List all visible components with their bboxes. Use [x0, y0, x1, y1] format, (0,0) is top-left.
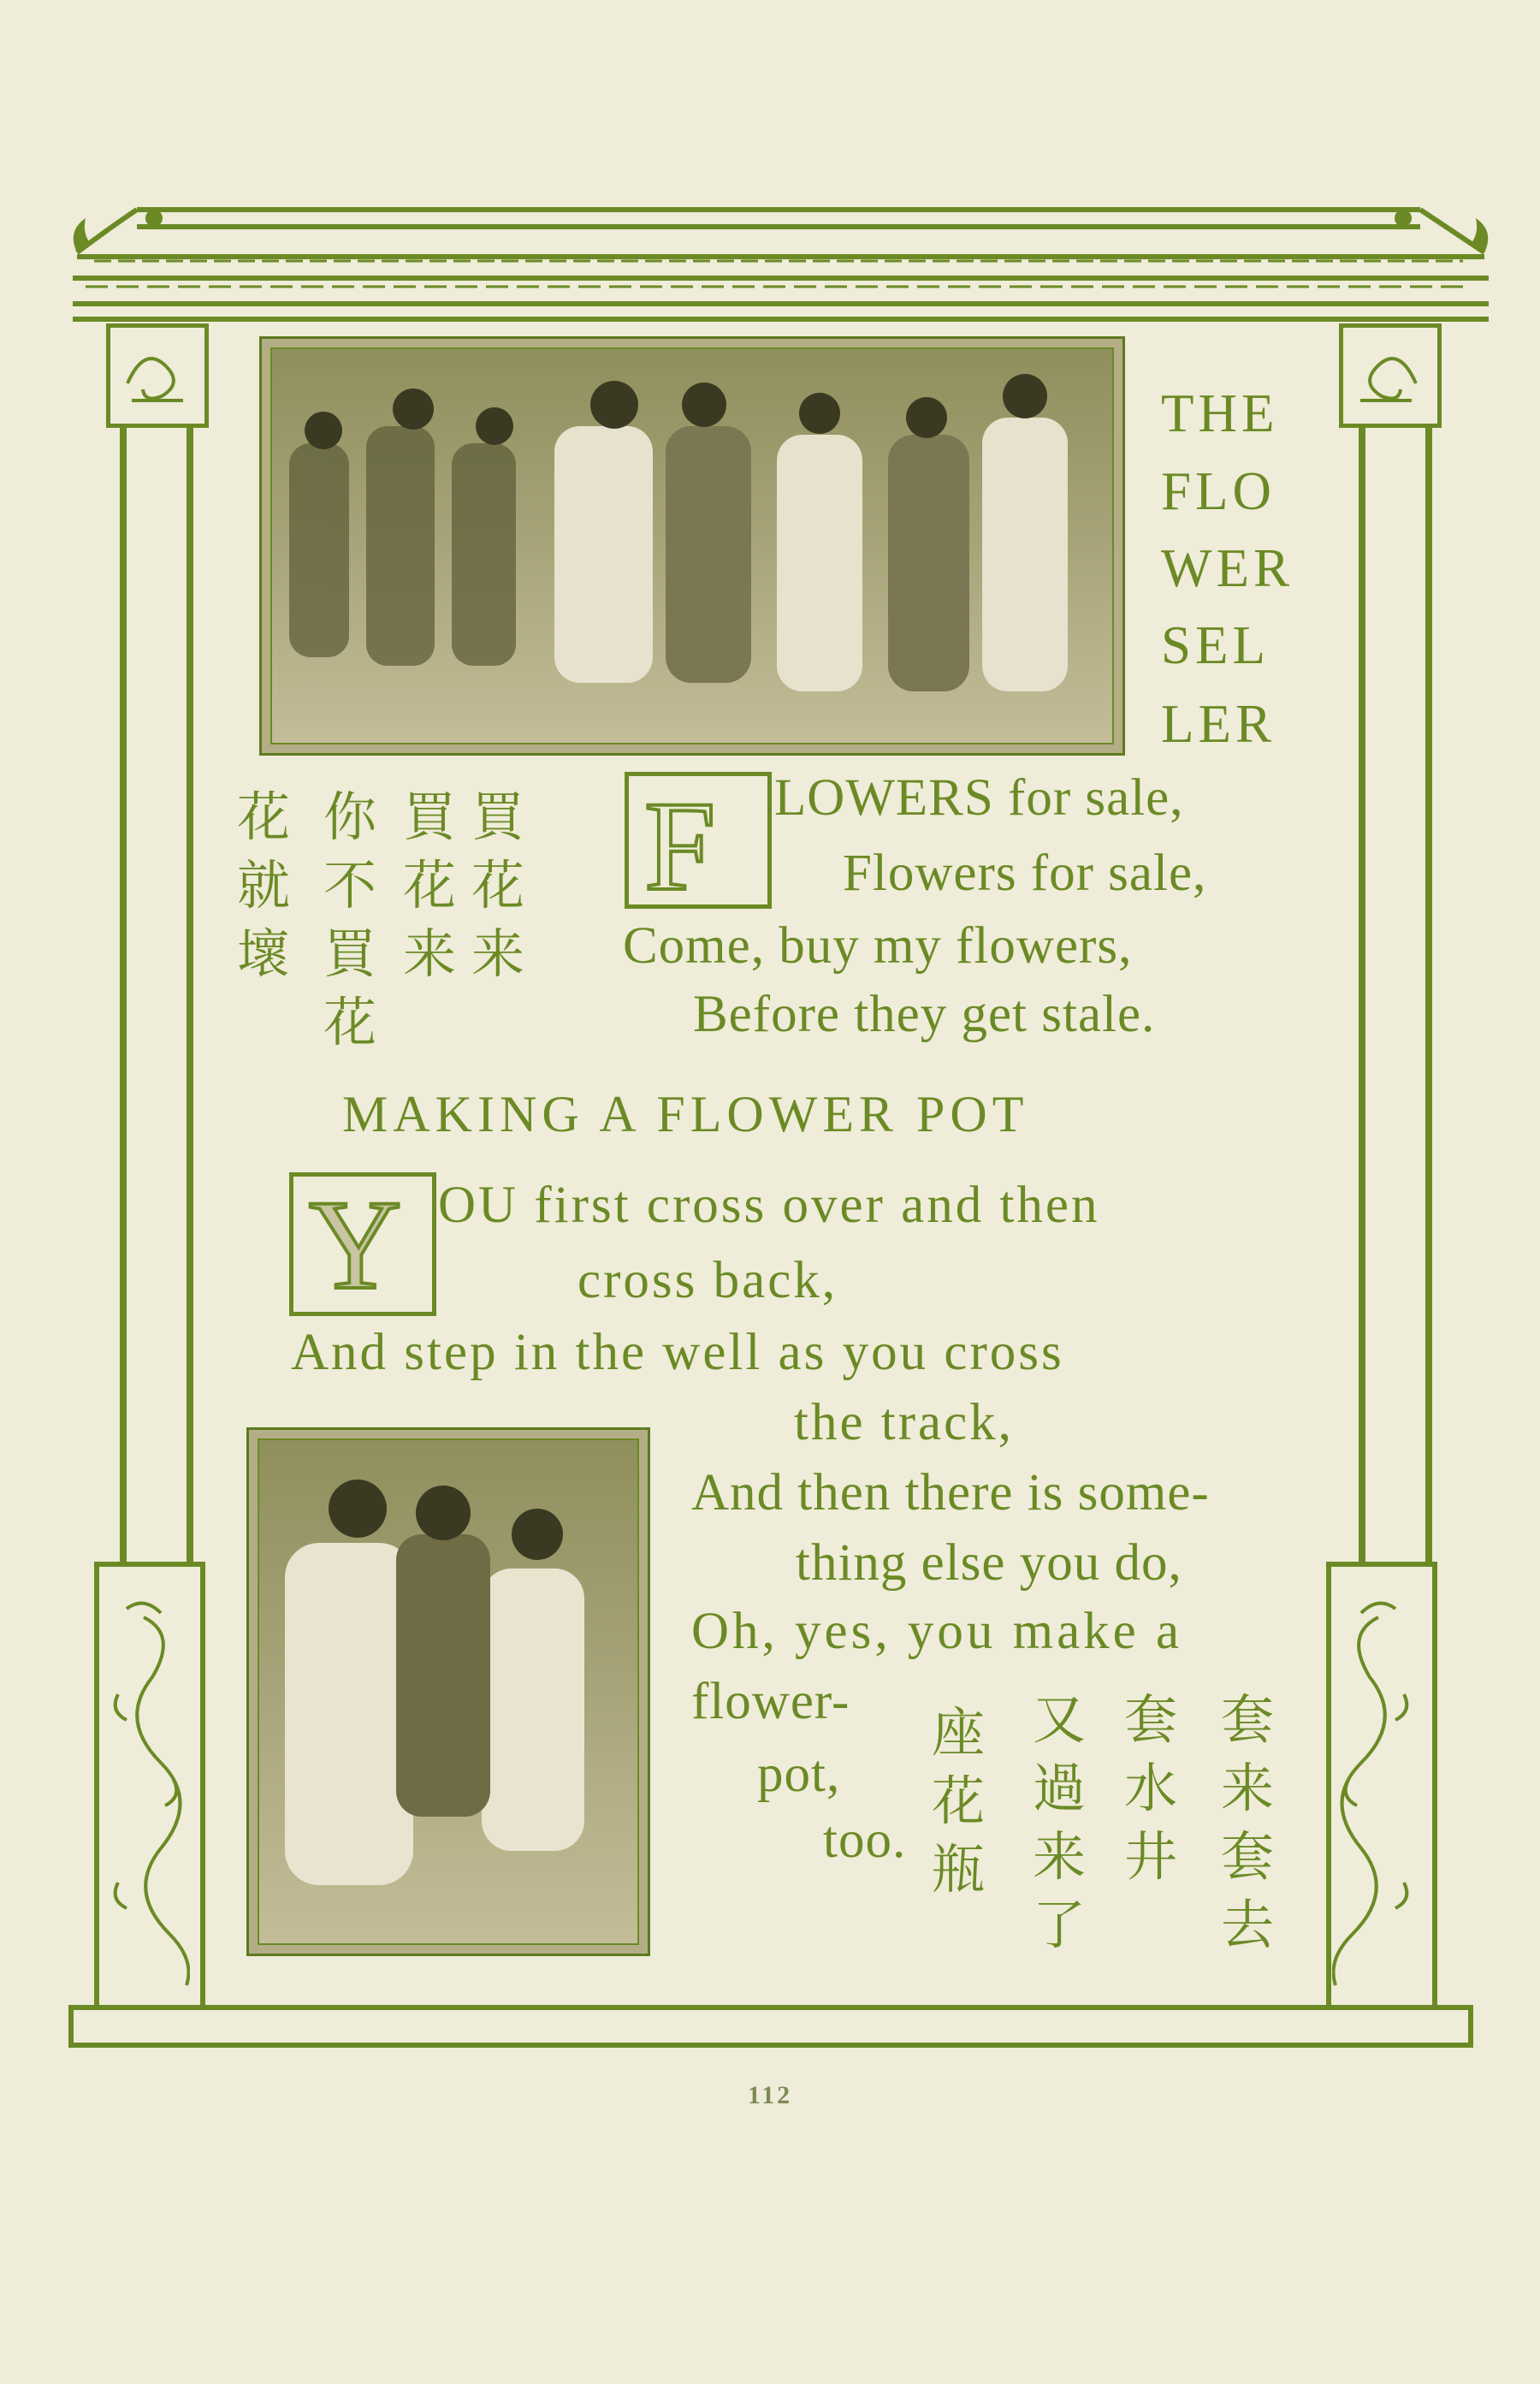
right-pillar: [1359, 424, 1432, 1562]
poem2-line-4: the track,: [794, 1394, 1014, 1451]
poem2-cjk-col-4: 座花瓶: [931, 1701, 985, 1901]
poem1-cjk-col-1: 買花来: [471, 786, 524, 985]
title-line-4: SEL: [1161, 615, 1270, 675]
poem2-cjk-col-2: 套水井: [1123, 1688, 1177, 1888]
left-dragon-icon: [101, 1592, 190, 1994]
title-line-2: FLO: [1161, 461, 1276, 521]
poem2-line-5: And then there is some-: [691, 1464, 1210, 1521]
left-capital-scroll: [115, 332, 196, 413]
right-dragon-icon: [1332, 1592, 1421, 1994]
right-capital-scroll: [1348, 332, 1429, 413]
poem1-line-4: Before they get stale.: [693, 986, 1156, 1043]
poem2-cjk-col-3: 又過来了: [1032, 1688, 1086, 1956]
poem1-line-2: Flowers for sale,: [843, 845, 1207, 902]
poem2-line-10: too.: [823, 1812, 907, 1869]
poem2-dropcap: [289, 1172, 436, 1316]
poem1-line-1: LOWERS for sale,: [774, 769, 1184, 827]
poem2-line-6: thing else you do,: [796, 1534, 1182, 1592]
poem2-line-7: Oh, yes, you make a: [691, 1603, 1183, 1660]
poem1-dropcap-letter: F: [644, 775, 716, 917]
poem2-cjk-col-1: 套来套去: [1220, 1688, 1274, 1956]
poem2-line-1: OU first cross over and then: [438, 1177, 1100, 1234]
children-line-photo: [259, 336, 1125, 756]
title-line-1: THE: [1161, 383, 1279, 443]
page-number: 112: [747, 2081, 793, 2109]
base-beam: [68, 2005, 1473, 2048]
poem1-cjk-col-3: 你不買花: [323, 786, 376, 1053]
poem1-cjk-col-2: 買花来: [402, 786, 456, 985]
poem2-line-2: cross back,: [578, 1252, 838, 1309]
poem2-heading: MAKING A FLOWER POT: [342, 1086, 1029, 1142]
poem2-line-3: And step in the well as you cross: [291, 1324, 1064, 1381]
children-flowerpot-photo: [246, 1427, 650, 1956]
poem2-line-8: flower-: [691, 1673, 850, 1730]
poem1-dropcap: [625, 772, 772, 917]
poem2-dropcap-letter: Y: [309, 1174, 402, 1316]
poem1-line-3: Come, buy my flowers,: [623, 917, 1133, 975]
title-line-5: LER: [1161, 694, 1276, 754]
title-line-3: WER: [1161, 538, 1294, 598]
roof-ornament: [60, 193, 1497, 338]
poem1-cjk-col-4: 花就壞: [236, 786, 290, 985]
left-pillar: [120, 424, 193, 1562]
poem2-line-9: pot,: [757, 1746, 841, 1803]
